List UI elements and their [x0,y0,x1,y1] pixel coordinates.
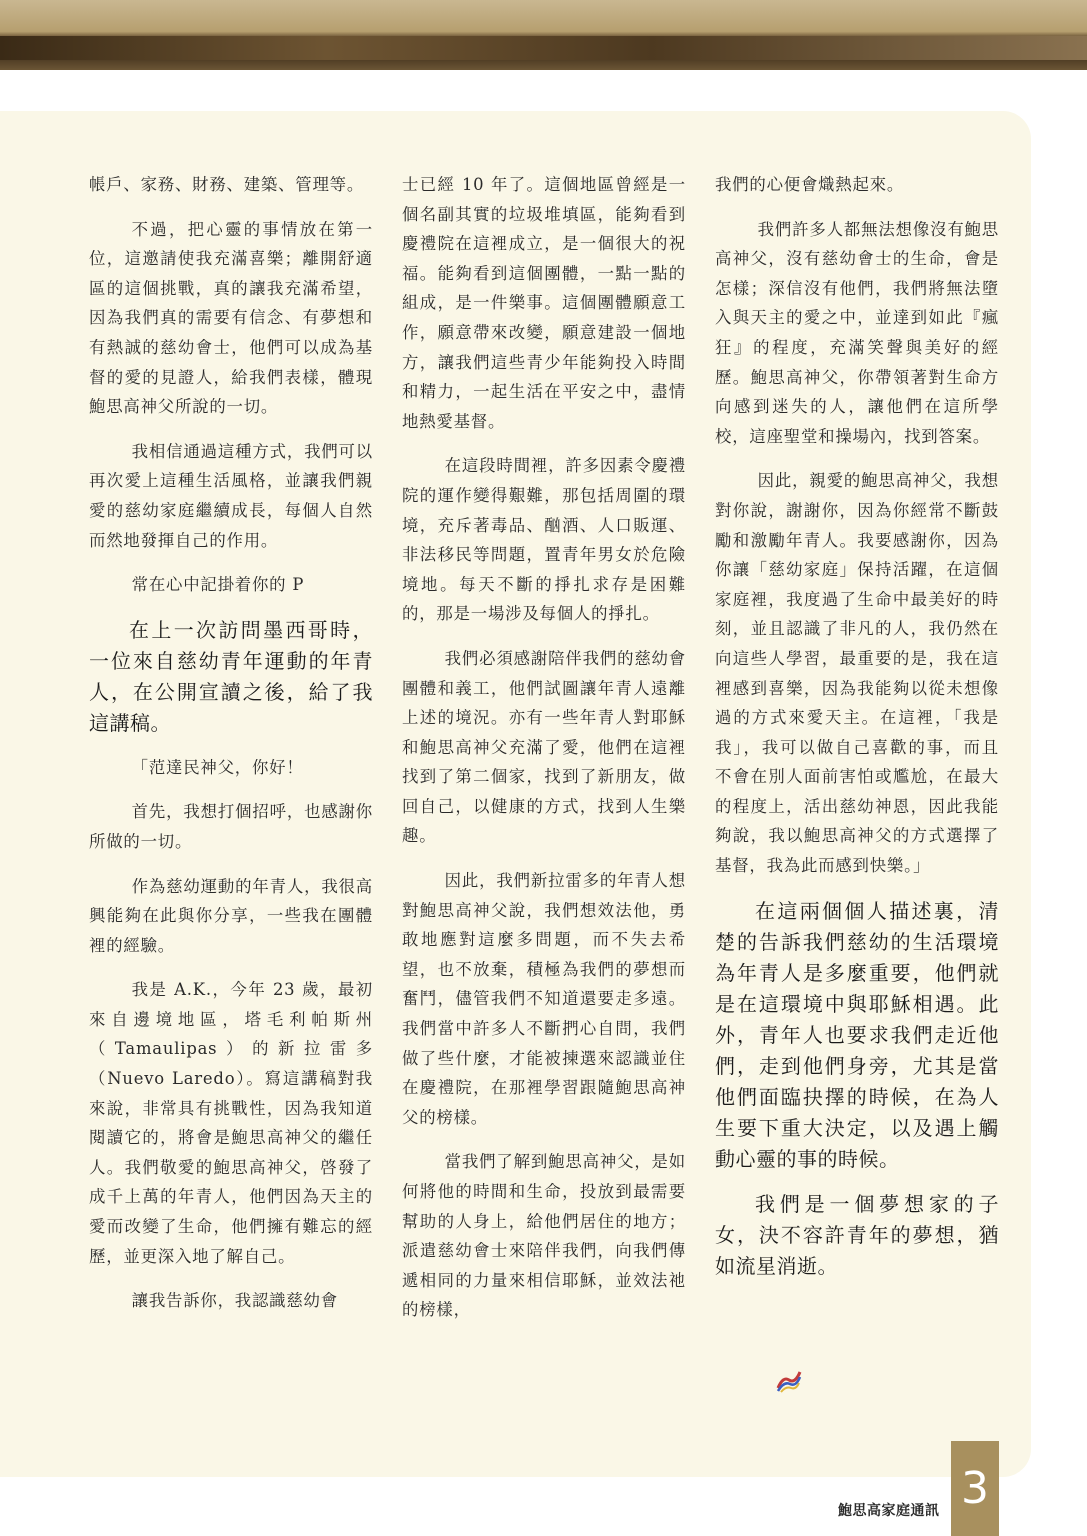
paragraph: 讓我告訴你，我認識慈幼會 [131,1291,338,1311]
salesian-emblem-icon [775,1368,803,1394]
paragraph: 常在心中記掛着你的 P [131,575,305,595]
paragraph: 我們的心便會熾熱起來。 [715,175,905,194]
paragraph: 我們必須感謝陪伴我們的慈幼會團體和義工，他們試圖讓年青人遠離上述的境況。亦有一些年青人對耶穌和鮑思高神父充滿了愛，他們在這裡找到了第二個家，找到了新朋友，做回自己，以健康的方式，找到人生樂趣。 [402,648,686,846]
column-2 [402,170,686,1340]
paragraph: 帳戶、家務、財務、建築、管理等。 [89,175,365,194]
paragraph: 因此，親愛的鮑思高神父，我想對你說，謝謝你，因為你經常不斷鼓勵和激勵年青人。我要感謝你，因為你讓「慈幼家庭」保持活躍，在這個家庭裡，我度過了生命中最美好的時刻，並且認識了非凡的人，我仍然在向這些人學習，最重要的是，我在這裡感到喜樂，因為我能夠以從未想像過的方式來愛天主。在這裡，「我是我」，我可以做自己喜歡的事，而且不會在別人面前害怕或尷尬，在最大的程度上，活出慈幼神恩，因此我能夠說，我以鮑思高神父的方式選擇了基督，我為此而感到快樂。」 [715,471,999,876]
paragraph: 我們許多人都無法想像沒有鮑思高神父，沒有慈幼會士的生命，會是怎樣；深信沒有他們，我們將無法墮入與天主的愛之中，並達到如此『瘋狂』的程度，充滿笑聲與美好的經歷。鮑思高神父，你帶領著對生命方向感到迷失的人，讓他們在這所學校，這座聖堂和操場內，找到答案。 [715,219,999,446]
column-1 [89,170,373,1331]
publication-title: 鮑思高家庭通訊 [838,1503,940,1519]
paragraph: 我是 A.K.，今年 23 歲，最初來自邊境地區，塔毛利帕斯州（Tamaulipas）的新拉雷多（Nuevo Laredo）。寫這講稿對我來說，非常具有挑戰性，因為我知道閱讀它的，將會是鮑思高神父的繼任人。我們敬愛的鮑思高神父，啓發了成千上萬的年青人，他們因為天主的愛而改變了生命，他們擁有難忘的經歷，並更深入地了解自己。 [89,980,373,1266]
highlight-paragraph: 在這兩個個人描述裏，清楚的告訴我們慈幼的生活環境為年青人是多麼重要，他們就是在這環境中與耶穌相遇。此外，青年人也要求我們走近他們，走到他們身旁，尤其是當他們面臨抉擇的時候，在為人生要下重大決定，以及遇上觸動心靈的事的時候。 [715,898,999,1171]
highlight-paragraph: 我們是一個夢想家的子女，決不容許青年的夢想，猶如流星消逝。 [715,1191,999,1278]
paragraph: 作為慈幼運動的年青人，我很高興能夠在此與你分享，一些我在團體裡的經驗。 [89,876,373,955]
paragraph: 在這段時間裡，許多因素令慶禮院的運作變得艱難，那包括周圍的環境，充斥著毒品、酗酒、人口販運、非法移民等問題，置青年男女於危險境地。每天不斷的掙扎求存是困難的，那是一場涉及每個人的掙扎。 [402,456,686,624]
paragraph: 因此，我們新拉雷多的年青人想對鮑思高神父說，我們想效法他，勇敢地應對這麼多問題，而不失去希望，也不放棄，積極為我們的夢想而奮鬥，儘管我們不知道還要走多遠。我們當中許多人不斷捫心自問，我們做了些什麼，才能被揀選來認識並住在慶禮院，在那裡學習跟隨鮑思高神父的榜樣。 [402,871,686,1127]
paragraph: 「范達民神父，你好！ [131,757,304,777]
paragraph: 不過，把心靈的事情放在第一位，這邀請使我充滿喜樂；離開舒適區的這個挑戰，真的讓我充滿希望，因為我們真的需要有信念、有夢想和有熱誠的慈幼會士，他們可以成為基督的愛的見證人，給我們表樣，體現鮑思高神父所說的一切。 [89,219,373,417]
column-3 [715,170,999,1296]
paragraph: 當我們了解到鮑思高神父，是如何將他的時間和生命，投放到最需要幫助的人身上，給他們居住的地方；派遣慈幼會士來陪伴我們，向我們傳遞相同的力量來相信耶穌，並效法祂的榜樣， [402,1152,686,1320]
header-band-dark-stripe [0,36,1087,60]
paragraph: 首先，我想打個招呼，也感謝你所做的一切。 [89,802,373,851]
page-number: 3 [951,1441,999,1536]
paragraph: 我相信通過這種方式，我們可以再次愛上這種生活風格，並讓我們親愛的慈幼家庭繼續成長，每個人自然而然地發揮自己的作用。 [89,441,373,550]
paragraph: 士已經 10 年了。這個地區曾經是一個名副其實的垃圾堆填區，能夠看到慶禮院在這裡成立，是一個很大的祝福。能夠看到這個團體，一點一點的組成，是一件樂事。這個團體願意工作，願意帶來改變，願意建設一個地方，讓我們這些青少年能夠投入時間和精力，一起生活在平安之中，盡情地熱愛基督。 [402,175,686,431]
highlight-paragraph: 在上一次訪問墨西哥時，一位來自慈幼青年運動的年青人，在公開宣讀之後，給了我這講稿。 [89,617,373,735]
